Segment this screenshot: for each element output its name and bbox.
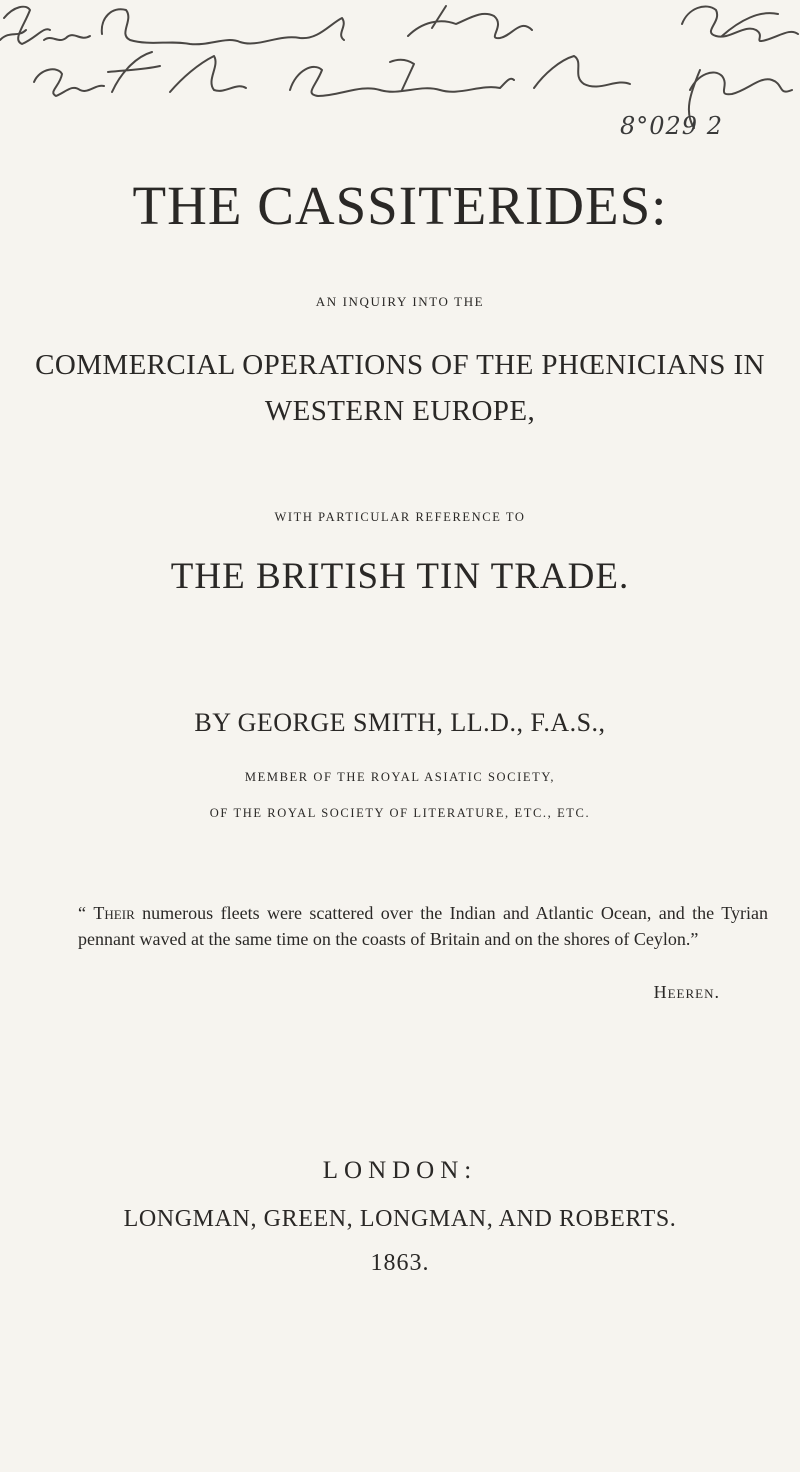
subtitle-line-1: COMMERCIAL OPERATIONS OF THE PHŒNICIANS IN — [35, 349, 765, 381]
author-byline: BY GEORGE SMITH, LL.D., F.A.S., — [194, 708, 606, 737]
reference-intro: WITH PARTICULAR REFERENCE TO — [274, 510, 526, 524]
subtitle-line-2: WESTERN EUROPE, — [264, 395, 536, 427]
book-title: THE CASSITERIDES: — [132, 175, 668, 236]
author-affiliation-1: MEMBER OF THE ROYAL ASIATIC SOCIETY, — [244, 770, 556, 784]
epigraph-text: numerous fleets were scattered over the Indian and Atlantic Ocean, and the Tyrian pennant waved at the same time on the coasts of Britain and on the shores of Ceylon.” — [78, 903, 768, 949]
imprint-publisher: LONGMAN, GREEN, LONGMAN, AND ROBERTS. — [123, 1206, 677, 1232]
epigraph — [78, 900, 768, 952]
subtitle-main — [0, 342, 800, 434]
reference-main: THE BRITISH TIN TRADE. — [170, 556, 630, 597]
epigraph-lead-word: Their — [93, 903, 135, 923]
epigraph-attribution: Heeren. — [653, 982, 720, 1002]
imprint-year: 1863. — [370, 1250, 430, 1276]
imprint-city: LONDON: — [322, 1157, 478, 1184]
shelfmark: 8°029 2 — [620, 112, 723, 140]
subtitle-intro: AN INQUIRY INTO THE — [315, 294, 485, 309]
epigraph-open-quote: “ — [78, 903, 94, 923]
author-affiliation-2: OF THE ROYAL SOCIETY OF LITERATURE, ETC., ETC. — [209, 806, 591, 820]
